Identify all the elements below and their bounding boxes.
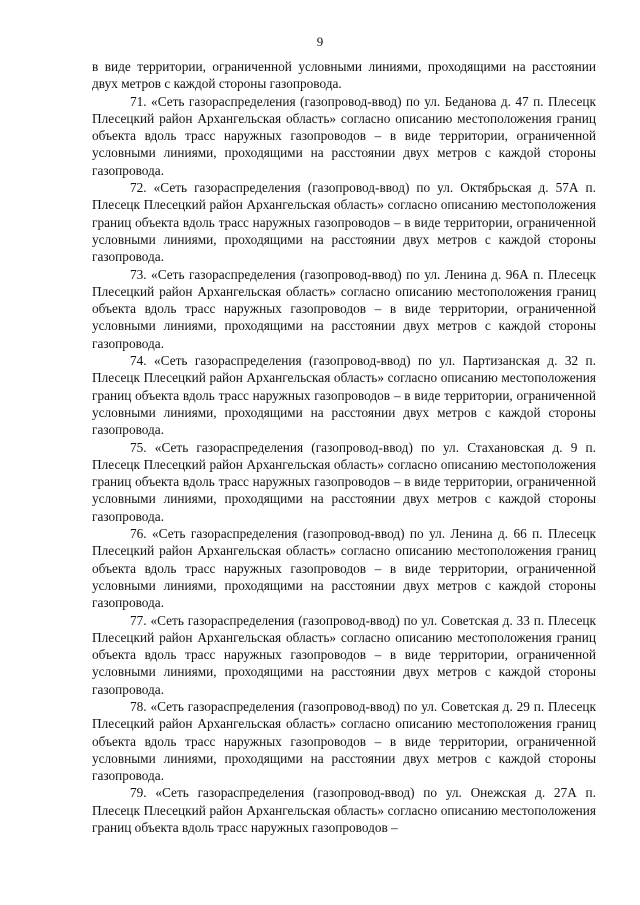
paragraph: 75. «Сеть газораспределения (газопровод-ввод) по ул. Стахановская д. 9 п. Плесецк Плесецкий район Архангельская область» согласно описанию местоположения границ объекта вдоль трасс наружных газопроводов – в виде территории, ограниченной условными линиями, проходящими на расстоянии двух метров с каждой стороны газопровода. [92,439,596,524]
page-number: 9 [316,34,324,49]
document-body [92,58,596,836]
paragraph: 71. «Сеть газораспределения (газопровод-ввод) по ул. Беданова д. 47 п. Плесецк Плесецкий район Архангельская область» согласно описанию местоположения границ объекта вдоль трасс наружных газопроводов – в виде территории, ограниченной условными линиями, проходящими на расстоянии двух метров с каждой стороны газопровода. [92,93,596,178]
paragraph: 76. «Сеть газораспределения (газопровод-ввод) по ул. Ленина д. 66 п. Плесецк Плесецкий район Архангельская область» согласно описанию местоположения границ объекта вдоль трасс наружных газопроводов – в виде территории, ограниченной условными линиями, проходящими на расстоянии двух метров с каждой стороны газопровода. [92,526,596,611]
paragraph: 73. «Сеть газораспределения (газопровод-ввод) по ул. Ленина д. 96А п. Плесецк Плесецкий район Архангельская область» согласно описанию местоположения границ объекта вдоль трасс наружных газопроводов – в виде территории, ограниченной условными линиями, проходящими на расстоянии двух метров с каждой стороны газопровода. [92,266,596,351]
paragraph: 77. «Сеть газораспределения (газопровод-ввод) по ул. Советская д. 33 п. Плесецк Плесецкий район Архангельская область» согласно описанию местоположения границ объекта вдоль трасс наружных газопроводов – в виде территории, ограниченной условными линиями, проходящими на расстоянии двух метров с каждой стороны газопровода. [92,612,596,697]
paragraph: 74. «Сеть газораспределения (газопровод-ввод) по ул. Партизанская д. 32 п. Плесецк Плесецкий район Архангельская область» согласно описанию местоположения границ объекта вдоль трасс наружных газопроводов – в виде территории, ограниченной условными линиями, проходящими на расстоянии двух метров с каждой стороны газопровода. [92,353,596,438]
paragraph: 72. «Сеть газораспределения (газопровод-ввод) по ул. Октябрьская д. 57А п. Плесецк Плесецкий район Архангельская область» согласно описанию местоположения границ объекта вдоль трасс наружных газопроводов – в виде территории, ограниченной условными линиями, проходящими на расстоянии двух метров с каждой стороны газопровода. [92,180,596,265]
paragraph: 78. «Сеть газораспределения (газопровод-ввод) по ул. Советская д. 29 п. Плесецк Плесецкий район Архангельская область» согласно описанию местоположения границ объекта вдоль трасс наружных газопроводов – в виде территории, ограниченной условными линиями, проходящими на расстоянии двух метров с каждой стороны газопровода. [92,698,596,784]
paragraph: в виде территории, ограниченной условными линиями, проходящими на расстоянии двух метров с каждой стороны газопровода. [92,59,596,92]
paragraph: 79. «Сеть газораспределения (газопровод-ввод) по ул. Онежская д. 27А п. Плесецк Плесецкий район Архангельская область» согласно описанию местоположения границ объекта вдоль трасс наружных газопроводов – [92,785,596,836]
